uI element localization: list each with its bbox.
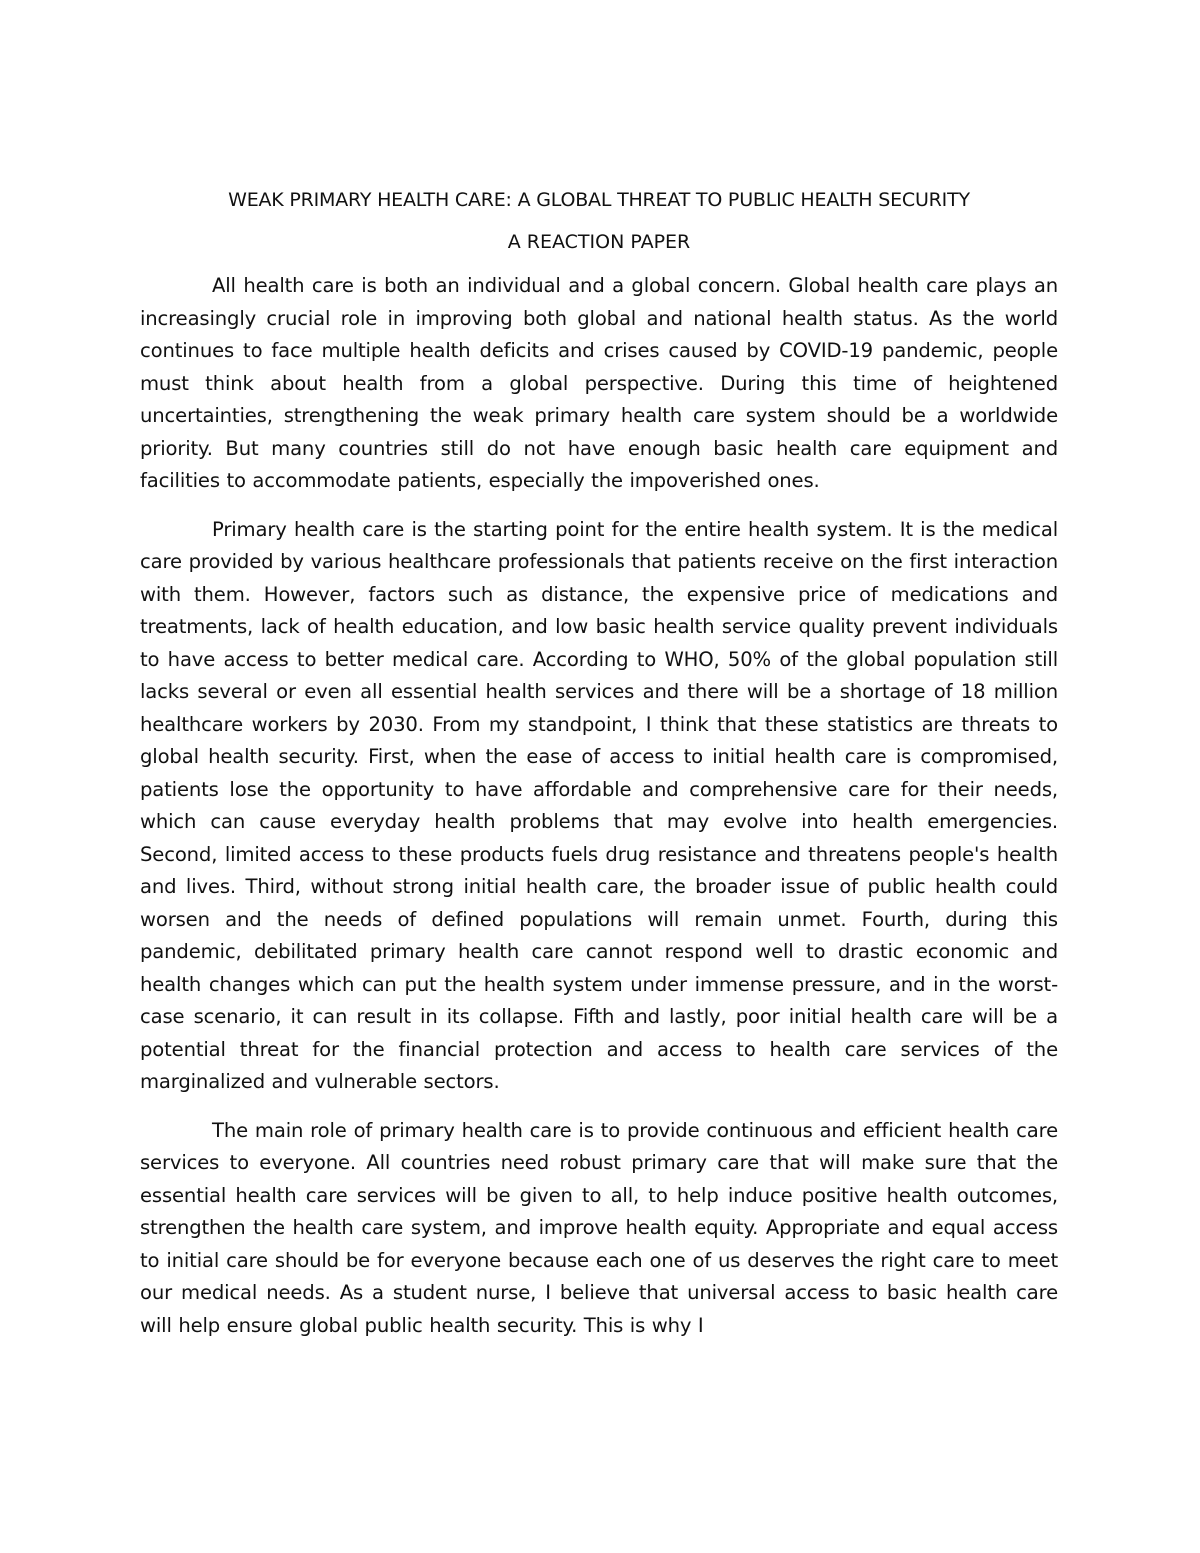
document-subtitle: A REACTION PAPER: [507, 231, 691, 253]
paragraph-2: Primary health care is the starting point for the entire health system. It is the medical care provided by various healthcare professionals that patients receive on the first interaction with them. However, factors such as distance, the expensive price of medications and treatments, lack of health education, and low basic health service quality prevent individuals to have access to better medical care. According to WHO, 50% of the global population still lacks several or even all essential health services and there will be a shortage of 18 million healthcare workers by 2030. From my standpoint, I think that these statistics are threats to global health security. First, when the ease of access to initial health care is compromised, patients lose the opportunity to have affordable and comprehensive care for their needs, which can cause everyday health problems that may evolve into health emergencies. Second, limited access to these products fuels drug resistance and threatens people's health and lives. Third, without strong initial health care, the broader issue of public health could worsen and the needs of defined populations will remain unmet. Fourth, during this pandemic, debilitated primary health care cannot respond well to drastic economic and health changes which can put the health system under immense pressure, and in the worst-case scenario, it can result in its collapse. Fifth and lastly, poor initial health care will be a potential threat for the financial protection and access to health care services of the marginalized and vulnerable sectors.: [140, 517, 1058, 1093]
paragraph-1: All health care is both an individual and a global concern. Global health care plays an increasingly crucial role in improving both global and national health status. As the world continues to face multiple health deficits and crises caused by COVID-19 pandemic, people must think about health from a global perspective. During this time of heightened uncertainties, strengthening the weak primary health care system should be a worldwide priority. But many countries still do not have enough basic health care equipment and facilities to accommodate patients, especially the impoverished ones.: [140, 274, 1058, 492]
document-title: WEAK PRIMARY HEALTH CARE: A GLOBAL THREAT TO PUBLIC HEALTH SECURITY: [228, 189, 970, 211]
paragraph-3: The main role of primary health care is to provide continuous and efficient health care services to everyone. All countries need robust primary care that will make sure that the essential health care services will be given to all, to help induce positive health outcomes, strengthen the health care system, and improve health equity. Appropriate and equal access to initial care should be for everyone because each one of us deserves the right care to meet our medical needs. As a student nurse, I believe that universal access to basic health care will help ensure global public health security. This is why I: [140, 1118, 1058, 1337]
document-page: [140, 184, 1058, 1358]
